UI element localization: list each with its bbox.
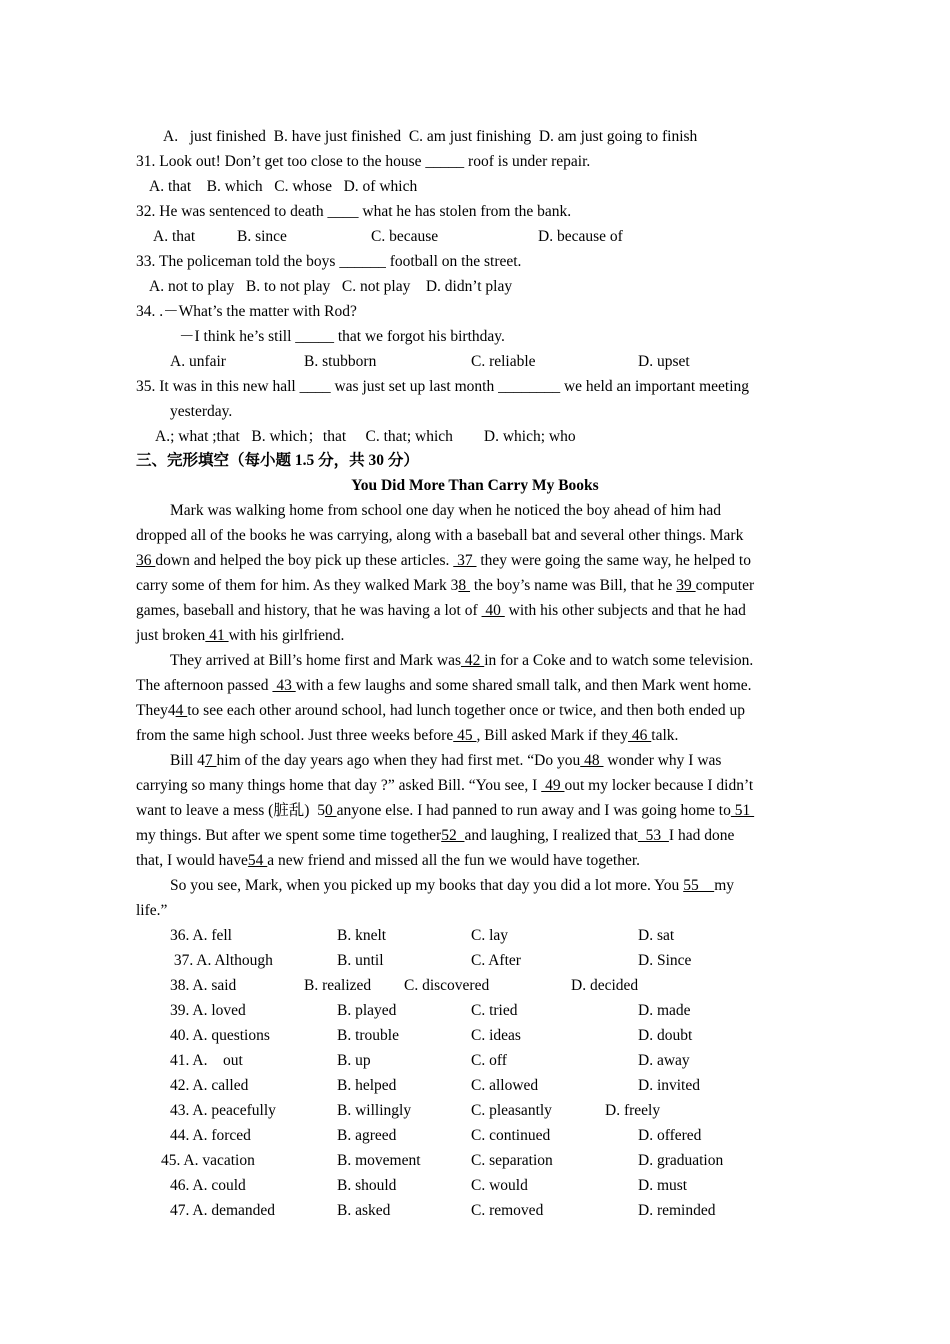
blank-46: 46	[628, 727, 652, 744]
blank-51: 51	[730, 802, 755, 819]
q30-options: A. just finished B. have just finished C. am just finishing D. am just going to finish	[163, 128, 698, 145]
passage-line: just broken 41 with his girlfriend.	[136, 627, 345, 644]
q32-option-b: B. since	[237, 228, 287, 245]
blank-53: 53	[637, 827, 669, 844]
q32-option-a: A. that	[153, 228, 196, 245]
passage-line: carrying so many things home that day ?” asked Bill. “You see, I 49 out my locker because I didn’t	[136, 777, 754, 794]
blank-44: 4	[175, 702, 188, 719]
passage-line: Bill 47 him of the day years ago when they had first met. “Do you 48 wonder why I was	[170, 752, 722, 769]
blank-38: 8	[458, 577, 471, 594]
blank-52: 52	[441, 827, 465, 844]
blank-43: 43	[272, 677, 296, 694]
blank-48: 48	[580, 752, 604, 769]
blank-47: 7	[204, 752, 217, 769]
q35-options: A.; what ;that B. which；that C. that; which D. which; who	[155, 428, 576, 445]
q31-options: A. that B. which C. whose D. of which	[149, 178, 418, 195]
blank-39: 39	[676, 577, 696, 594]
q33-options: A. not to play B. to not play C. not play D. didn’t play	[149, 278, 513, 295]
blank-50: 0	[324, 802, 337, 819]
passage-line: They44 to see each other around school, had lunch together once or twice, and then both ended up	[136, 702, 746, 719]
passage-line: life.”	[136, 902, 168, 919]
q33-stem: 33. The policeman told the boys ______ football on the street.	[136, 253, 522, 270]
passage-line: dropped all of the books he was carrying, along with a baseball bat and several other things. Mark	[136, 527, 744, 544]
passage-line: 36 down and helped the boy pick up these articles. 37 they were going the same way, he helped to	[136, 552, 751, 569]
passage-title: You Did More Than Carry My Books	[351, 477, 599, 494]
q32-option-d: D. because of	[538, 228, 623, 245]
blank-49: 49	[541, 777, 565, 794]
passage-line: from the same high school. Just three weeks before 45 , Bill asked Mark if they 46 talk.	[136, 727, 679, 744]
passage-line: So you see, Mark, when you picked up my books that day you did a lot more. You 55 my	[170, 877, 734, 894]
blank-55: 55	[683, 877, 715, 894]
passage-line: my things. But after we spent some time together52 and laughing, I realized that 53 I had done	[136, 827, 735, 844]
blank-40: 40	[481, 602, 505, 619]
passage-line: games, baseball and history, that he was having a lot of 40 with his other subjects and that he had	[136, 602, 746, 619]
q34-option-a: A. unfair	[170, 353, 226, 370]
q34-option-b: B. stubborn	[304, 353, 377, 370]
q31-stem: 31. Look out! Don’t get too close to the house _____ roof is under repair.	[136, 153, 591, 170]
blank-42: 42	[460, 652, 485, 669]
blank-54: 54	[247, 852, 268, 869]
passage-line: want to leave a mess (脏乱) 50 anyone else. I had panned to run away and I was going home to 51	[136, 802, 755, 819]
passage-line: Mark was walking home from school one day when he noticed the boy ahead of him had	[170, 502, 721, 519]
section-heading: 三、完形填空（每小题 1.5 分，共 30 分）	[136, 452, 419, 469]
passage-line: that, I would have54 a new friend and missed all the fun we would have together.	[136, 852, 641, 869]
blank-36: 36	[136, 552, 156, 569]
q34-stem: 34. .－What’s the matter with Rod?	[136, 303, 357, 320]
blank-45: 45	[453, 727, 477, 744]
exam-page: A. just finished B. have just finished C. am just finishing D. am just going to finish 31. Look out! Don’t get too close to the house _____ roof is under repair. A. that B. which C. whose D. of which 32. He was sentenced to death ____ what he has stolen from the bank. A. that B. since C. because D. because of 33. The policeman told the boys ______ football on the street. A. not to play B. to not play C. not play D. didn’t play 34. .－What’s the matter with Rod? －I think he’s still _____ that we forgot his birthday. A. unfair B. stubborn C. reliable D. upset 35. It was in this new hall ____ was just set up last month ________ we held an important meeting yesterday. A.; what ;that B. which；that C. that; which D. which; who 三、完形填空（每小题 1.5 分，共 30 分） You Did More Than Carry My Books Mark was walking home from school one day when he noticed the boy ahead of him had dropped all of the books he was carrying, along with a baseball bat and several other things. Mark 36 down and helped the boy pick up these articles. 37 they were going the same way, he helped to carry some of them for him. As they walked Mark 38 the boy’s name was Bill, that he 39 computer games, baseball and history, that he was having a lot of 40 with his other subjects and that he had just broken 41 with his girlfriend. They arrived at Bill’s home first and Mark was 42 in for a Coke and to watch some television. The afternoon passed 43 with a few laughs and some shared small talk, and then Mark went home. They44 to see each other around school, had lunch together once or twice, and then both ended up from the same high school. Just three weeks before 45 , Bill asked Mark if they 46 talk. Bill 47 him of the day years ago when they had first met. “Do you 48 wonder why I was carrying so many things home that day ?” asked Bill. “You see, I 49 out my locker because I didn’t want to leave a mess (脏乱) 50 anyone else. I had panned to run away and I was going home to 51 my things. But after we spent some time together52 and laughing, I realized that 53 I had done that, I would have54 a new friend and missed all the fun we would have together. So you see, Mark, when you picked up my books that day you did a lot more. You 55 my life.” 36. A. fell B. knelt C. lay D. sat 37. A. Although B. until C. After D. Since 38. A. said B. realized C. discovered D. decided 39. A. loved B. played C. tried D. made 40. A. questions B. trouble C. ideas D. doubt 41. A. out B. up C. off D. away 42. A. called B. helped C. allowed D. invited 43. A. peacefully B. willingly C. pleasantly D. freely 44. A. forced B. agreed C. continued D. offered 45. A. vacation B. movement C. separation D. graduation 46. A. could B. should C. would D. must 47. A. demanded B. asked C. removed D. reminded	[0, 0, 950, 1344]
q35-stem: 35. It was in this new hall ____ was just set up last month ________ we held an important meeting	[136, 378, 750, 395]
blank-37: 37	[453, 552, 477, 569]
q34-option-d: D. upset	[638, 353, 690, 370]
blank-41: 41	[205, 627, 229, 644]
q34-option-c: C. reliable	[471, 353, 536, 370]
q32-option-c: C. because	[371, 228, 439, 245]
q35-line2: yesterday.	[170, 403, 233, 420]
passage-line: carry some of them for him. As they walked Mark 38 the boy’s name was Bill, that he 39 computer	[136, 577, 755, 594]
passage-line: They arrived at Bill’s home first and Mark was 42 in for a Coke and to watch some television.	[170, 652, 754, 669]
passage-line: The afternoon passed 43 with a few laughs and some shared small talk, and then Mark went home.	[136, 677, 752, 694]
q34-line2: －I think he’s still _____ that we forgot his birthday.	[179, 328, 505, 345]
q32-stem: 32. He was sentenced to death ____ what he has stolen from the bank.	[136, 203, 572, 220]
